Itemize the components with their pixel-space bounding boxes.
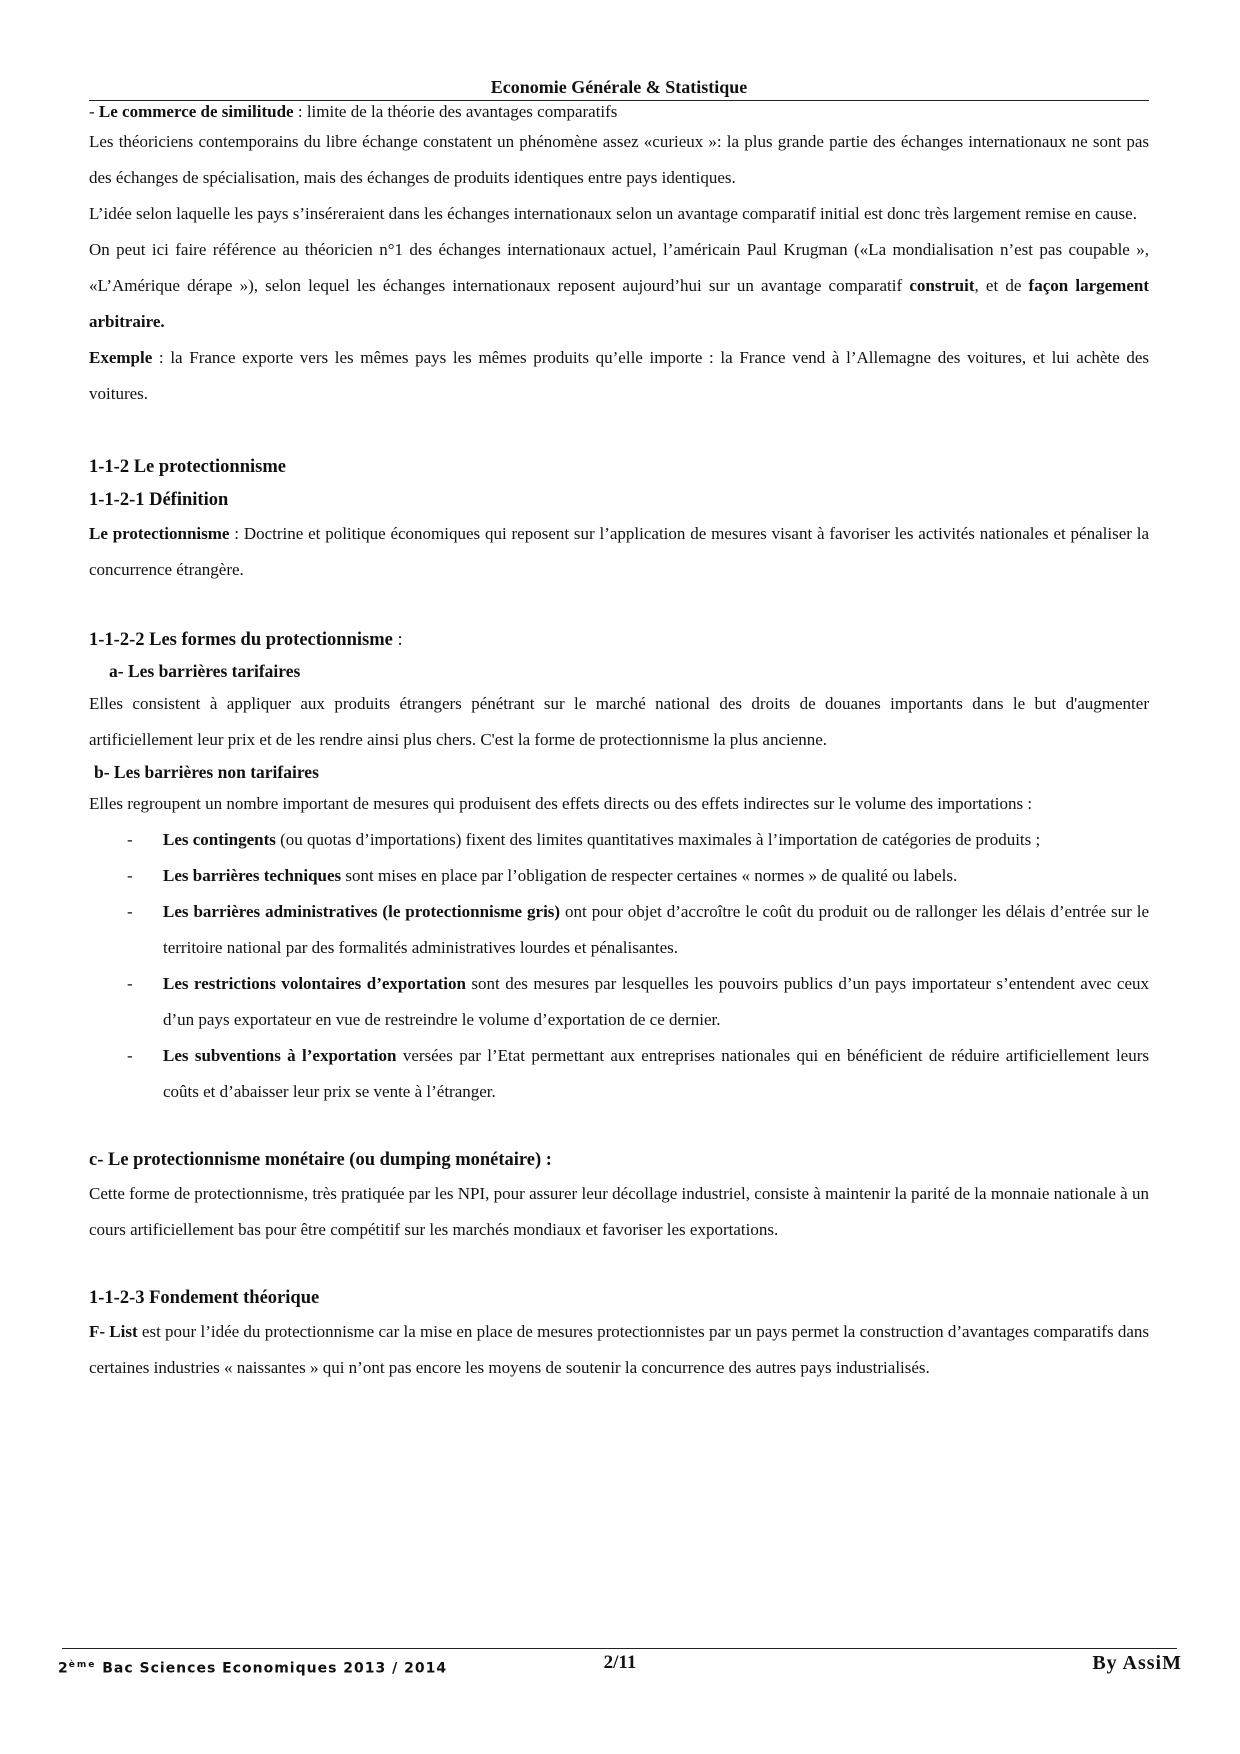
list-item-restrictions [89,966,1149,1038]
non-tarifaires-paragraph: Elles regroupent un nombre important de mesures qui produisent des effets directs ou des effets indirectes sur le volume des importations : [89,794,1033,813]
example-label: Exemple [89,348,153,367]
list-dash: - [127,866,133,885]
heading-barrieres-tarifaires: a- Les barrières tarifaires [109,661,301,681]
example-paragraph [89,340,1149,412]
formes-heading-text: 1-1-2-2 Les formes du protectionnisme [89,630,393,650]
footer-level-number: 2 [58,1660,69,1677]
formes-colon: : [392,630,403,650]
barrieres-list [89,822,1149,1110]
footer-rule [62,1648,1177,1649]
footer-course-text: Bac Sciences Economiques 2013 / 2014 [96,1660,448,1677]
page-content [89,100,1149,1386]
list-dash: - [127,902,133,921]
similitude-paragraph-1: Les théoriciens contemporains du libre échange constatent un phénomène assez «curieux »: la plus grande partie des échanges internationaux ne sont pas des échanges de spécialisation, mais des échanges de produits identiques entre pays identiques. [89,132,1149,187]
footer-level-sup: ème [68,1660,97,1670]
list-item-techniques [89,858,1149,894]
list-item-administratives [89,894,1149,966]
intro-dash: - [89,102,99,121]
fondement-text: est pour l’idée du protectionnisme car la mise en place de mesures protectionnistes par un pays permet la construction d’avantages comparatifs dans certaines industries « naissantes » qui n’ont pas encore les moyens de soutenir la concurrence des autres pays industrialisés. [89,1322,1149,1377]
heading-formes [89,624,1149,656]
similitude-paragraph-2: L’idée selon laquelle les pays s’inséreraient dans les échanges internationaux selon un avantage comparatif initial est donc très largement remise en cause. [89,204,1137,223]
definition-term: Le protectionnisme [89,524,230,543]
similitude-intro [89,100,1149,124]
list-term: Les subventions à l’exportation [163,1046,397,1065]
heading-definition: 1-1-2-1 Définition [89,490,229,510]
list-dash: - [127,974,133,993]
footer-course [58,1654,447,1680]
list-item-contingents [89,822,1149,858]
list-text: versées par l’Etat permettant aux entreprises nationales qui en bénéficient de réduire artificiellement leurs coûts et d’abaisser leur prix se vente à l’étranger. [163,1046,1149,1101]
list-text: sont des mesures par lesquelles les pouvoirs publics d’un pays importateur s’entendent avec ceux d’un pays exportateur en vue de restreindre le volume d’exportation de ce dernier. [163,974,1150,1029]
definition-paragraph [89,516,1149,588]
list-term: Les barrières techniques [163,866,342,885]
list-term: Les restrictions volontaires d’exportation [163,974,466,993]
heading-protectionnisme: 1-1-2 Le protectionnisme [89,457,286,477]
tarifaires-paragraph: Elles consistent à appliquer aux produits étrangers pénétrant sur le marché national des droits de douanes importants dans le but d'augmenter artificiellement leur prix et de les rendre ainsi plus chers. C'est la forme de protectionnisme la plus ancienne. [89,694,1149,749]
list-dash: - [127,830,133,849]
list-text: ont pour objet d’accroître le coût du produit ou de rallonger les délais d’entrée sur le territoire national par des formalités administratives lourdes et pénalisantes. [163,902,1149,957]
p3-text-b: , et de [974,276,1029,295]
fondement-term: F- List [89,1322,138,1341]
definition-text: : Doctrine et politique économiques qui reposent sur l’application de mesures visant à favoriser les activités nationales et pénaliser la concurrence étrangère. [89,524,1149,579]
page-number: 2/11 [603,1652,637,1673]
list-dash: - [127,1046,133,1065]
heading-protectionnisme-monetaire: c- Le protectionnisme monétaire (ou dumping monétaire) : [89,1150,552,1170]
p3-text-a: On peut ici faire référence au théoricien n°1 des échanges internationaux actuel, l’américain Paul Krugman («La mondialisation n’est pas coupable », «L’Amérique dérape »), selon lequel les échanges internationaux reposent aujourd’hui sur un avantage comparatif [89,240,1149,295]
p3-bold-arbitraire: façon largement arbitraire. [89,276,1149,331]
list-term: Les barrières administratives (le protectionnisme gris) [163,902,561,921]
list-term: Les contingents [163,830,276,849]
list-text: sont mises en place par l’obligation de respecter certaines « normes » de qualité ou labels. [341,866,958,885]
similitude-paragraph-3 [89,232,1149,340]
page-header-title: Economie Générale & Statistique [490,77,748,97]
similitude-term: Le commerce de similitude [98,102,294,121]
footer-author: By AssiM [1092,1652,1182,1674]
p3-bold-construit: construit [909,276,975,295]
fondement-paragraph [89,1314,1149,1386]
example-text: : la France exporte vers les mêmes pays les mêmes produits qu’elle importe : la France vend à l’Allemagne des voitures, et lui achète des voitures. [89,348,1149,403]
similitude-intro-text: : limite de la théorie des avantages comparatifs [293,102,618,121]
heading-barrieres-non-tarifaires: b- Les barrières non tarifaires [94,762,319,782]
monetaire-paragraph: Cette forme de protectionnisme, très pratiquée par les NPI, pour assurer leur décollage industriel, consiste à maintenir la parité de la monnaie nationale à un cours artificiellement bas pour être compétitif sur les marchés mondiaux et favoriser les exportations. [89,1184,1149,1239]
list-text: (ou quotas d’importations) fixent des limites quantitatives maximales à l’importation de catégories de produits ; [275,830,1041,849]
heading-fondement-theorique: 1-1-2-3 Fondement théorique [89,1288,320,1308]
list-item-subventions [89,1038,1149,1110]
